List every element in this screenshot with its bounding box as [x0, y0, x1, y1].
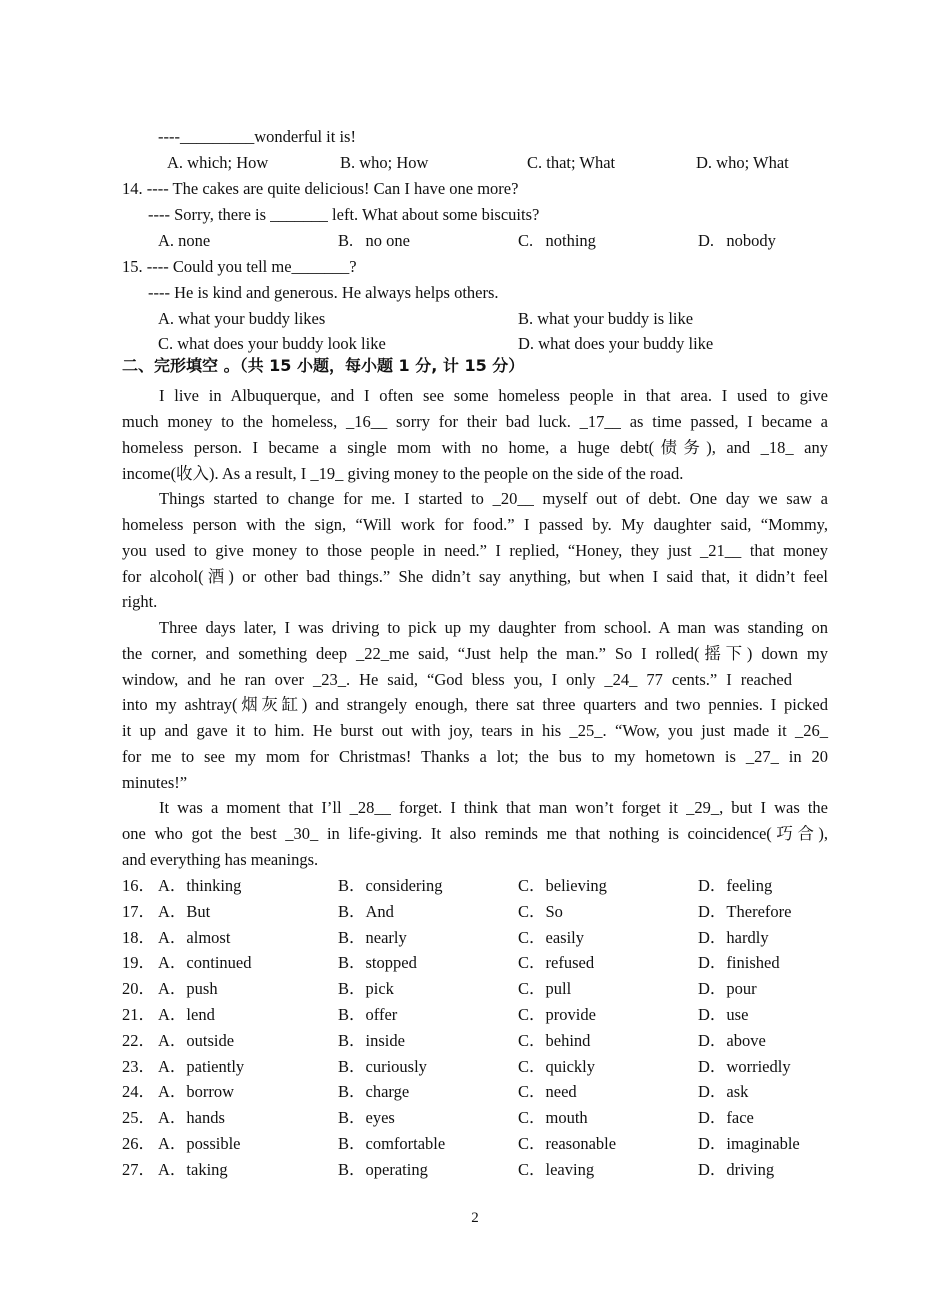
question-option-a: A．outside	[158, 1030, 235, 1050]
passage-line: you used to give money to those people in need.” I replied, “Honey, they just _21__ that money	[122, 541, 828, 560]
question-option-b: B．considering	[338, 876, 443, 895]
passage-line: Three days later, I was driving to pick up my daughter from school. A man was standing on	[159, 618, 828, 637]
question-option-a: A．But	[158, 901, 211, 921]
question-option-a: A．possible	[158, 1134, 241, 1153]
passage-line: much money to the homeless, _16__ sorry for their bad luck. _17__ as time passed, I became a	[122, 412, 828, 431]
q13-option-b: B. who; How	[340, 153, 429, 172]
question-option-a: A．push	[158, 979, 218, 999]
question-option-c: C．So	[518, 901, 563, 921]
q15-line2: ---- He is kind and generous. He always helps others.	[148, 283, 499, 302]
passage-line: for me to see my mom for Christmas! Thanks a lot; the bus to my hometown is _27_ in 20	[122, 747, 828, 766]
passage-line: one who got the best _30_ in life-giving. It also reminds me that nothing is coincidence(巧合),	[122, 824, 828, 843]
q14-option-d: D. nobody	[698, 231, 776, 250]
question-number: 26．	[122, 1134, 155, 1153]
question-option-d: D．worriedly	[698, 1056, 791, 1076]
question-option-b: B．curiously	[338, 1056, 427, 1076]
section-heading: 二、完形填空 。（共 15 小题，每小题 1 分, 计 15 分）	[122, 356, 525, 375]
passage-line: minutes!”	[122, 773, 188, 792]
passage-line: Things started to change for me. I started to _20__ myself out of debt. One day we saw a	[159, 489, 828, 508]
question-option-c: C．provide	[518, 1005, 596, 1024]
question-option-d: D．face	[698, 1108, 754, 1128]
passage-line: income(收入). As a result, I _19_ giving money to the people on the side of the road.	[122, 464, 684, 483]
question-option-d: D．driving	[698, 1159, 775, 1179]
question-option-b: B．inside	[338, 1030, 405, 1050]
q15-line1: 15. ---- Could you tell me_______?	[122, 257, 357, 276]
question-option-b: B．offer	[338, 1005, 398, 1024]
question-option-b: B．pick	[338, 979, 394, 999]
question-number: 21．	[122, 1005, 155, 1024]
q14-option-a: A. none	[158, 231, 211, 250]
question-option-d: D．use	[698, 1005, 749, 1024]
q13-option-a: A. which; How	[167, 153, 269, 172]
question-option-c: C．behind	[518, 1030, 591, 1050]
question-option-a: A．lend	[158, 1005, 215, 1024]
passage-line: the corner, and something deep _22_me said, “Just help the man.” So I rolled(摇下) down my	[122, 644, 828, 663]
question-number: 19．	[122, 953, 155, 973]
q14-option-c: C. nothing	[518, 231, 596, 250]
question-option-a: A．borrow	[158, 1082, 235, 1102]
passage-line: right.	[122, 592, 158, 611]
question-number: 27．	[122, 1159, 155, 1179]
q15-option-a: A. what your buddy likes	[158, 309, 326, 328]
question-number: 24．	[122, 1082, 155, 1102]
question-option-c: C．reasonable	[518, 1134, 617, 1153]
question-option-b: B．stopped	[338, 953, 417, 973]
question-option-d: D．hardly	[698, 927, 769, 947]
question-number: 16．	[122, 876, 155, 895]
passage-line: homeless person with the sign, “Will work for food.” I passed by. My daughter said, “Mommy,	[122, 515, 828, 534]
question-option-a: A．almost	[158, 927, 231, 947]
page-number: 2	[471, 1210, 479, 1226]
question-number: 17．	[122, 901, 155, 921]
question-option-d: D．imaginable	[698, 1134, 800, 1153]
question-option-a: A．continued	[158, 953, 252, 973]
question-option-b: B．And	[338, 901, 394, 921]
passage-line: into my ashtray(烟灰缸) and strangely enough, there sat three quarters and two pennies. I picked	[122, 695, 828, 714]
question-option-a: A．patiently	[158, 1056, 245, 1076]
question-option-c: C．pull	[518, 979, 572, 999]
question-option-b: B．operating	[338, 1159, 428, 1179]
question-option-d: D．Therefore	[698, 901, 792, 921]
q14-line2: ---- Sorry, there is _______ left. What about some biscuits?	[148, 205, 540, 224]
q14-option-b: B. no one	[338, 231, 410, 250]
q13-option-c: C. that; What	[527, 153, 616, 172]
passage-line: I live in Albuquerque, and I often see some homeless people in that area. I used to give	[159, 386, 828, 405]
question-option-c: C．mouth	[518, 1108, 588, 1128]
question-option-d: D．above	[698, 1030, 766, 1050]
question-option-a: A．hands	[158, 1108, 225, 1128]
question-option-b: B．comfortable	[338, 1134, 446, 1153]
passage-line: it up and gave it to him. He burst out with joy, tears in his _25_. “Wow, you just made it _26_	[122, 721, 828, 740]
question-option-d: D．ask	[698, 1082, 749, 1102]
question-option-a: A．taking	[158, 1159, 228, 1179]
q13-line: ----_________wonderful it is!	[158, 127, 356, 146]
question-option-c: C．easily	[518, 927, 584, 947]
question-option-a: A．thinking	[158, 876, 242, 895]
passage-line: It was a moment that I’ll _28__ forget. I think that man won’t forget it _29_, but I was the	[159, 798, 828, 817]
question-option-d: D．pour	[698, 979, 757, 999]
question-option-c: C．believing	[518, 876, 607, 895]
question-option-c: C．quickly	[518, 1056, 595, 1076]
question-option-b: B．eyes	[338, 1108, 395, 1128]
question-number: 22．	[122, 1030, 155, 1050]
question-option-d: D．feeling	[698, 876, 773, 895]
question-option-c: C．refused	[518, 953, 595, 973]
question-number: 18．	[122, 927, 155, 947]
question-option-c: C．need	[518, 1082, 577, 1102]
passage-line: homeless person. I became a single mom with no home, a huge debt(债务), and _18_ any	[122, 438, 828, 457]
passage-line: window, and he ran over _23_. He said, “God bless you, I only _24_ 77 cents.” I reached	[122, 670, 792, 689]
q15-option-c: C. what does your buddy look like	[158, 334, 386, 353]
question-number: 25．	[122, 1108, 155, 1128]
passage-line: for alcohol(酒) or other bad things.” She didn’t say anything, but when I said that, it didn’t feel	[122, 567, 828, 586]
question-number: 20．	[122, 979, 155, 999]
q13-option-d: D. who; What	[696, 153, 789, 172]
q15-option-b: B. what your buddy is like	[518, 309, 694, 328]
passage-line: and everything has meanings.	[122, 850, 319, 869]
question-option-c: C．leaving	[518, 1159, 595, 1179]
q14-line1: 14. ---- The cakes are quite delicious! Can I have one more?	[122, 179, 519, 198]
question-number: 23．	[122, 1056, 155, 1076]
question-option-b: B．nearly	[338, 927, 407, 947]
question-option-b: B．charge	[338, 1082, 410, 1102]
question-option-d: D．finished	[698, 953, 780, 973]
q15-option-d: D. what does your buddy like	[518, 334, 714, 353]
